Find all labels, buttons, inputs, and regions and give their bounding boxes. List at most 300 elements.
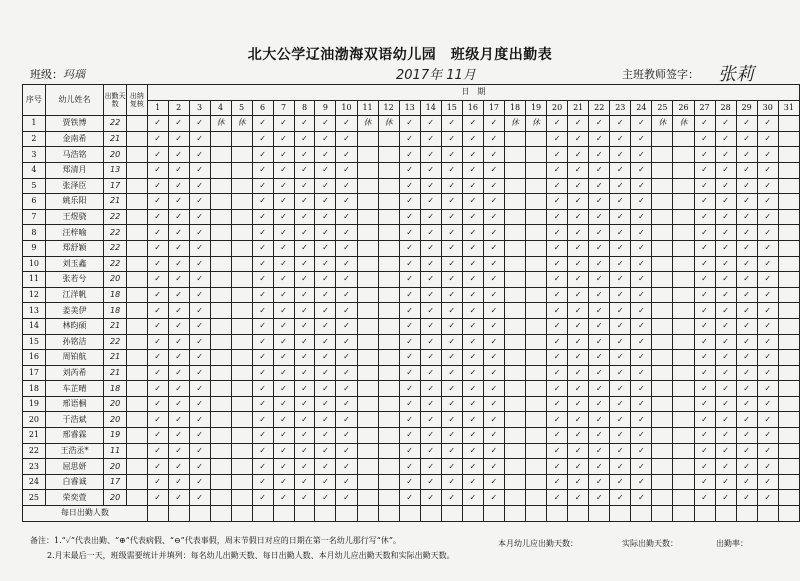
day-cell (673, 350, 694, 366)
day-cell: ✓ (168, 443, 189, 459)
day-cell: ✓ (252, 209, 273, 225)
day-cell: ✓ (294, 396, 315, 412)
day-cell: ✓ (294, 131, 315, 147)
row-index: 3 (23, 147, 46, 163)
day-cell (778, 240, 799, 256)
day-cell: ✓ (147, 272, 168, 288)
day-cell: ✓ (568, 412, 589, 428)
day-cell: ✓ (589, 272, 610, 288)
day-cell: ✓ (441, 240, 462, 256)
child-name: 邢睿霖 (45, 428, 103, 444)
day-cell: ✓ (147, 240, 168, 256)
day-cell: ✓ (147, 318, 168, 334)
table-row (23, 178, 800, 194)
day-cell: ✓ (147, 396, 168, 412)
day-cell (673, 365, 694, 381)
day-cell: ✓ (715, 256, 736, 272)
day-cell: ✓ (547, 412, 568, 428)
day-cell (210, 178, 231, 194)
day-cell: ✓ (568, 225, 589, 241)
day-cell (210, 334, 231, 350)
day-cell: 休 (210, 116, 231, 132)
day-cell: ✓ (399, 334, 420, 350)
day-cell (778, 474, 799, 490)
day-cell: ✓ (694, 490, 715, 506)
day-cell: ✓ (189, 209, 210, 225)
day-cell: ✓ (757, 147, 778, 163)
day-cell: ✓ (547, 240, 568, 256)
day-cell: ✓ (483, 412, 504, 428)
day-cell: ✓ (694, 240, 715, 256)
day-cell: ✓ (294, 303, 315, 319)
day-cell: ✓ (694, 116, 715, 132)
child-name: 王煜骁 (45, 209, 103, 225)
day-cell: ✓ (483, 318, 504, 334)
day-cell: ✓ (441, 209, 462, 225)
day-cell: ✓ (252, 194, 273, 210)
row-index: 14 (23, 318, 46, 334)
reinspect-cell (126, 194, 147, 210)
day-cell: ✓ (694, 318, 715, 334)
day-cell: ✓ (736, 131, 757, 147)
reinspect-cell (126, 412, 147, 428)
child-name: 王浩丞* (45, 443, 103, 459)
day-cell: ✓ (589, 459, 610, 475)
day-cell: ✓ (168, 396, 189, 412)
day-cell: ✓ (147, 256, 168, 272)
day-cell (504, 209, 525, 225)
day-cell: ✓ (694, 381, 715, 397)
day-cell: ✓ (315, 256, 336, 272)
day-cell: ✓ (147, 194, 168, 210)
day-cell (231, 396, 252, 412)
day-cell: ✓ (631, 381, 652, 397)
day-cell (378, 256, 399, 272)
day-cell (231, 272, 252, 288)
day-cell: ✓ (441, 318, 462, 334)
day-cell: ✓ (589, 334, 610, 350)
day-cell: ✓ (189, 194, 210, 210)
day-cell: ✓ (273, 412, 294, 428)
day-cell: ✓ (610, 147, 631, 163)
row-index: 11 (23, 272, 46, 288)
day-cell: ✓ (483, 443, 504, 459)
day-header: 14 (420, 100, 441, 116)
day-header: 3 (189, 100, 210, 116)
day-cell (231, 287, 252, 303)
day-cell: ✓ (589, 256, 610, 272)
day-cell (526, 412, 547, 428)
day-cell: 休 (652, 116, 673, 132)
day-cell: ✓ (589, 365, 610, 381)
daily-total-cell (378, 506, 399, 522)
day-cell (231, 178, 252, 194)
day-cell (378, 365, 399, 381)
day-cell: ✓ (168, 287, 189, 303)
form-title: 北大公学辽油渤海双语幼儿园 班级月度出勤表 (247, 47, 553, 63)
day-cell (652, 272, 673, 288)
day-cell: ✓ (294, 225, 315, 241)
day-cell: ✓ (736, 474, 757, 490)
table-row (23, 303, 800, 319)
daily-total-cell (294, 506, 315, 522)
day-cell (526, 178, 547, 194)
day-cell: ✓ (547, 116, 568, 132)
day-cell: ✓ (294, 334, 315, 350)
row-index: 10 (23, 256, 46, 272)
table-row (23, 412, 800, 428)
day-cell (231, 381, 252, 397)
daily-total-cell (504, 506, 525, 522)
day-cell: ✓ (399, 381, 420, 397)
day-cell: ✓ (757, 318, 778, 334)
day-cell (526, 381, 547, 397)
day-cell: ✓ (483, 396, 504, 412)
day-cell: ✓ (547, 209, 568, 225)
day-cell: ✓ (757, 443, 778, 459)
day-cell: ✓ (610, 396, 631, 412)
row-index: 2 (23, 131, 46, 147)
day-cell (210, 147, 231, 163)
day-cell: ✓ (757, 194, 778, 210)
day-cell (210, 412, 231, 428)
day-cell: ✓ (336, 490, 357, 506)
day-cell (357, 396, 378, 412)
day-cell: ✓ (736, 225, 757, 241)
day-cell: ✓ (189, 131, 210, 147)
day-cell: ✓ (757, 350, 778, 366)
table-row (23, 459, 800, 475)
day-cell (231, 459, 252, 475)
day-cell (526, 287, 547, 303)
day-cell: ✓ (294, 459, 315, 475)
day-cell: ✓ (462, 474, 483, 490)
day-cell: ✓ (336, 334, 357, 350)
day-cell: ✓ (757, 474, 778, 490)
day-cell (357, 209, 378, 225)
reinspect-cell (126, 116, 147, 132)
day-cell: ✓ (631, 350, 652, 366)
day-cell (673, 225, 694, 241)
day-cell: ✓ (483, 209, 504, 225)
daily-total-cell (147, 506, 168, 522)
day-cell (526, 334, 547, 350)
attend-days: 22 (104, 225, 127, 241)
day-cell: ✓ (315, 147, 336, 163)
day-cell (210, 318, 231, 334)
day-cell: ✓ (547, 178, 568, 194)
day-cell: ✓ (189, 365, 210, 381)
day-cell (231, 412, 252, 428)
day-header: 21 (568, 100, 589, 116)
day-cell: ✓ (441, 381, 462, 397)
day-cell (504, 225, 525, 241)
day-cell (652, 147, 673, 163)
day-header: 9 (315, 100, 336, 116)
attend-days: 18 (104, 303, 127, 319)
reinspect-cell (126, 334, 147, 350)
day-cell (378, 334, 399, 350)
day-cell: ✓ (715, 272, 736, 288)
day-cell: ✓ (420, 256, 441, 272)
day-cell: ✓ (631, 256, 652, 272)
day-cell: ✓ (252, 240, 273, 256)
day-cell: ✓ (715, 412, 736, 428)
day-cell: ✓ (147, 459, 168, 475)
day-cell: ✓ (147, 412, 168, 428)
daily-total-cell (483, 506, 504, 522)
day-cell: ✓ (273, 396, 294, 412)
day-cell (526, 350, 547, 366)
day-cell (673, 396, 694, 412)
day-cell: ✓ (252, 428, 273, 444)
child-name: 周铂航 (45, 350, 103, 366)
day-cell: ✓ (294, 287, 315, 303)
day-cell: ✓ (715, 428, 736, 444)
day-cell: ✓ (589, 350, 610, 366)
day-cell: ✓ (631, 365, 652, 381)
daily-total-cell (252, 506, 273, 522)
day-cell: ✓ (252, 162, 273, 178)
daily-total-cell (441, 506, 462, 522)
day-cell: ✓ (189, 350, 210, 366)
attend-days: 18 (104, 381, 127, 397)
day-cell: ✓ (757, 240, 778, 256)
day-cell: ✓ (336, 396, 357, 412)
day-cell: ✓ (694, 443, 715, 459)
day-cell: ✓ (547, 256, 568, 272)
table-row (23, 428, 800, 444)
day-cell (652, 303, 673, 319)
day-cell: ✓ (610, 334, 631, 350)
day-cell: ✓ (273, 116, 294, 132)
notes-line-2: 2.月末最后一天，班级需要统计并填列：每名幼儿出勤天数、每日出勤人数、本月幼儿应出勤天数和实际出勤天数。 (47, 551, 455, 560)
day-header: 5 (231, 100, 252, 116)
day-cell: ✓ (462, 350, 483, 366)
day-cell (652, 318, 673, 334)
day-cell: ✓ (483, 256, 504, 272)
day-cell (378, 131, 399, 147)
day-cell: ✓ (547, 272, 568, 288)
reinspect-cell (126, 318, 147, 334)
day-cell: ✓ (399, 318, 420, 334)
day-cell: ✓ (399, 116, 420, 132)
table-row (23, 334, 800, 350)
day-cell (778, 428, 799, 444)
day-cell (378, 178, 399, 194)
day-cell (504, 318, 525, 334)
day-cell: ✓ (547, 147, 568, 163)
day-cell (778, 147, 799, 163)
child-name: 江洋帆 (45, 287, 103, 303)
reinspect-cell (126, 209, 147, 225)
row-index: 24 (23, 474, 46, 490)
day-cell: ✓ (399, 162, 420, 178)
day-cell: ✓ (589, 287, 610, 303)
daily-total-cell (673, 506, 694, 522)
day-cell: ✓ (336, 287, 357, 303)
attend-days: 21 (104, 365, 127, 381)
day-cell: ✓ (252, 318, 273, 334)
day-cell: ✓ (441, 365, 462, 381)
day-cell: ✓ (694, 162, 715, 178)
day-cell (778, 116, 799, 132)
day-cell: ✓ (631, 318, 652, 334)
day-cell (357, 490, 378, 506)
day-cell: ✓ (715, 381, 736, 397)
attend-days: 17 (104, 474, 127, 490)
row-index: 6 (23, 194, 46, 210)
day-cell: ✓ (189, 256, 210, 272)
day-cell (778, 256, 799, 272)
day-cell (504, 256, 525, 272)
child-name: 屈思妍 (45, 459, 103, 475)
day-header: 4 (210, 100, 231, 116)
day-cell: ✓ (757, 334, 778, 350)
day-cell: ✓ (189, 162, 210, 178)
day-cell: ✓ (420, 412, 441, 428)
day-cell: ✓ (483, 350, 504, 366)
day-cell: ✓ (610, 490, 631, 506)
day-cell: ✓ (399, 303, 420, 319)
day-cell (231, 147, 252, 163)
day-cell: ✓ (610, 162, 631, 178)
day-cell: ✓ (315, 412, 336, 428)
day-cell: ✓ (420, 396, 441, 412)
day-cell: ✓ (694, 256, 715, 272)
day-cell: ✓ (610, 225, 631, 241)
day-cell (673, 131, 694, 147)
day-cell: ✓ (315, 396, 336, 412)
day-cell: ✓ (147, 490, 168, 506)
day-cell: ✓ (631, 474, 652, 490)
reinspect-cell (126, 131, 147, 147)
day-cell: ✓ (273, 334, 294, 350)
day-cell: ✓ (420, 178, 441, 194)
day-cell: ✓ (252, 147, 273, 163)
day-cell (673, 412, 694, 428)
day-cell (231, 162, 252, 178)
day-cell: ✓ (547, 365, 568, 381)
day-cell: ✓ (736, 350, 757, 366)
day-cell: ✓ (189, 428, 210, 444)
day-cell: ✓ (462, 131, 483, 147)
day-cell (378, 381, 399, 397)
day-cell: ✓ (315, 365, 336, 381)
day-cell: ✓ (589, 490, 610, 506)
day-cell: ✓ (336, 365, 357, 381)
day-cell: ✓ (252, 272, 273, 288)
row-index: 23 (23, 459, 46, 475)
day-cell (504, 240, 525, 256)
day-cell: ✓ (736, 381, 757, 397)
day-cell (357, 194, 378, 210)
day-cell (504, 412, 525, 428)
day-cell: ✓ (315, 209, 336, 225)
day-cell: ✓ (294, 412, 315, 428)
day-cell: ✓ (420, 474, 441, 490)
day-cell (526, 147, 547, 163)
day-cell: ✓ (757, 365, 778, 381)
day-cell: ✓ (168, 381, 189, 397)
day-cell: ✓ (336, 256, 357, 272)
day-cell (673, 474, 694, 490)
day-cell: ✓ (462, 365, 483, 381)
day-cell: ✓ (420, 287, 441, 303)
day-cell: ✓ (736, 272, 757, 288)
day-cell: ✓ (189, 412, 210, 428)
day-cell: ✓ (715, 318, 736, 334)
day-cell: ✓ (547, 318, 568, 334)
day-cell: ✓ (715, 396, 736, 412)
day-cell: ✓ (399, 443, 420, 459)
day-cell (778, 209, 799, 225)
day-cell: ✓ (441, 147, 462, 163)
day-cell (652, 350, 673, 366)
day-cell (231, 194, 252, 210)
day-cell (210, 162, 231, 178)
day-cell (378, 459, 399, 475)
day-cell: ✓ (589, 225, 610, 241)
day-cell (357, 240, 378, 256)
day-cell: ✓ (168, 365, 189, 381)
day-cell: ✓ (168, 209, 189, 225)
day-cell (673, 272, 694, 288)
day-cell: ✓ (462, 412, 483, 428)
day-cell: ✓ (336, 209, 357, 225)
attend-days: 22 (104, 334, 127, 350)
day-cell (778, 412, 799, 428)
table-row (23, 162, 800, 178)
day-cell: ✓ (189, 474, 210, 490)
day-cell: ✓ (252, 381, 273, 397)
day-cell: ✓ (589, 178, 610, 194)
day-cell: ✓ (168, 225, 189, 241)
table-row (23, 240, 800, 256)
day-cell: ✓ (189, 396, 210, 412)
day-header: 17 (483, 100, 504, 116)
day-cell (504, 287, 525, 303)
row-index: 13 (23, 303, 46, 319)
day-cell (378, 272, 399, 288)
day-cell: ✓ (273, 474, 294, 490)
reinspect-cell (126, 350, 147, 366)
day-cell: ✓ (399, 459, 420, 475)
day-cell (504, 194, 525, 210)
day-cell: ✓ (631, 209, 652, 225)
day-cell: ✓ (547, 490, 568, 506)
attendance-table (22, 84, 800, 522)
day-cell: ✓ (336, 474, 357, 490)
reinspect-cell (126, 178, 147, 194)
day-cell: ✓ (294, 490, 315, 506)
day-cell (378, 225, 399, 241)
day-cell: ✓ (757, 256, 778, 272)
day-cell: ✓ (273, 365, 294, 381)
day-cell: ✓ (399, 350, 420, 366)
daily-total-cell (336, 506, 357, 522)
day-cell: ✓ (168, 116, 189, 132)
day-cell (378, 350, 399, 366)
day-cell (652, 396, 673, 412)
day-cell: ✓ (568, 474, 589, 490)
attend-days: 19 (104, 428, 127, 444)
day-cell (652, 474, 673, 490)
day-header: 27 (694, 100, 715, 116)
day-cell (231, 240, 252, 256)
day-cell (357, 412, 378, 428)
day-cell: ✓ (757, 131, 778, 147)
